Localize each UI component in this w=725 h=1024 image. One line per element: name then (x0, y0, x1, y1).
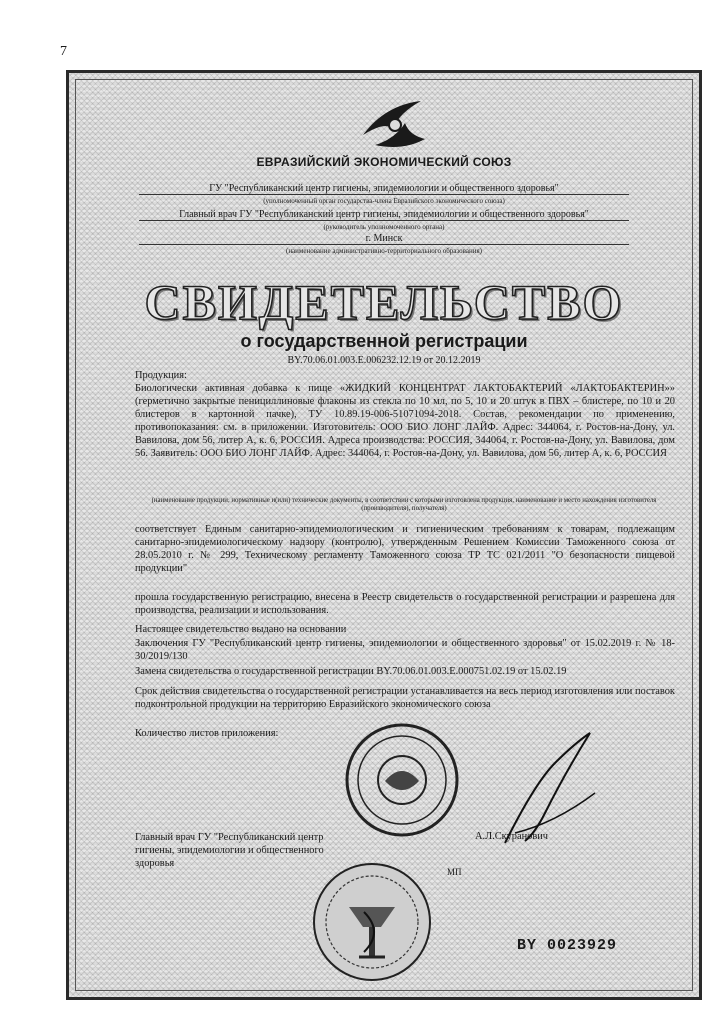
validity-text: Срок действия свидетельства о государственной регистрации устанавливается на весь период изготовления или поставок подконтрольной продукции на территорию Евразийского экономического союза (135, 686, 675, 710)
basis-replacement: Замена свидетельства о государственной регистрации BY.70.06.01.003.E.000751.02.19 от 15.02.19 (135, 666, 567, 677)
signatory-position: Главный врач ГУ "Республиканский центр гигиены, эпидемиологии и общественного здоровья (135, 832, 324, 869)
registration-number: BY.70.06.01.003.E.006232.12.19 от 20.12.2019 (287, 355, 481, 366)
official-caption: (руководитель уполномоченного органа) (323, 223, 445, 231)
signatory-name: А.Л.Скуранович (475, 831, 549, 842)
product-description: Биологически активная добавка к пище «ЖИДКИЙ КОНЦЕНТРАТ ЛАКТОБАКТЕРИЙ «ЛАКТОБАКТЕРИН»» (герметично закрытые пенициллиновые флаконы из стекла по 10 мл, по 5, 10 и 20 штук в ПВХ – блистере, по 10 и 20 блистеров в картонной пачке), ТУ 10.89.19-006-51071094-2018. Состав, рекомендации по применению, противопоказания: см. в приложении. Изготовитель: ООО БИО ЛОНГ ЛАЙФ. Адрес: 344064, г. Ростов-на-Дону, ул. Вавилова, дом 56, литер А, к. 6, РОССИЯ. Адреса производства: РОССИЯ, 344064, г. Ростов-на-Дону, ул. Вавилова, дом 56. Заявитель: ООО БИО ЛОНГ ЛАЙФ. Адрес: 344064, г. Ростов-на-Дону, ул. Вавилова, дом 56, литер А, к. 6, РОССИЯ (135, 383, 675, 459)
document-title: СВИДЕТЕЛЬСТВО (144, 274, 624, 330)
issuer-field: ГУ "Республиканский центр гигиены, эпидемиологии и общественного здоровья" (139, 183, 629, 195)
document-subtitle: о государственной регистрации (240, 331, 528, 351)
corner-mark: 7 (60, 44, 67, 59)
medical-emblem-icon (309, 857, 435, 987)
eaeu-logo-icon (355, 95, 429, 153)
registry-text: прошла государственную регистрацию, внесена в Реестр свидетельств о государственной регистрации и разрешена для производства, реализации и использования. (135, 592, 675, 616)
city-field: г. Минск (139, 233, 629, 245)
stamp-place: МП (447, 867, 462, 877)
product-caption: (наименование продукции, нормативные и(или) технические документы, в соответствии с которыми изготовлена продукция, наименование и место нахождения изготовителя (производителя), получателя) (151, 497, 657, 512)
certificate-sheet (66, 70, 702, 1000)
serial-number: BY 0023929 (517, 937, 618, 954)
round-seal-icon (343, 721, 461, 839)
basis-conclusion: Заключения ГУ "Республиканский центр гигиены, эпидемиологии и общественного здоровья" от 15.02.2019 г. № 18-30/2019/130 (135, 638, 675, 662)
product-label: Продукция: (135, 370, 187, 381)
attachments-label: Количество листов приложения: (135, 728, 279, 739)
basis-label: Настоящее свидетельство выдано на основании (135, 624, 347, 635)
official-field: Главный врач ГУ "Республиканский центр гигиены, эпидемиологии и общественного здоровья" (139, 209, 629, 221)
issuer-caption: (уполномоченный орган государства-члена Евразийского экономического союза) (263, 197, 505, 205)
union-name: ЕВРАЗИЙСКИЙ ЭКОНОМИЧЕСКИЙ СОЮЗ (256, 155, 512, 169)
city-caption: (наименование административно-территориального образования) (285, 247, 482, 255)
compliance-text: соответствует Единым санитарно-эпидемиологическим и гигиеническим требованиям к товарам, подлежащим санитарно-эпидемиологическому надзору (контролю), утвержденным Решением Комиссии Таможенного союза от 28.05.2010 г. № 299, Техническому регламенту Таможенного союза ТР ТС 021/2011 "О безопасности пищевой продукции" (135, 524, 675, 574)
